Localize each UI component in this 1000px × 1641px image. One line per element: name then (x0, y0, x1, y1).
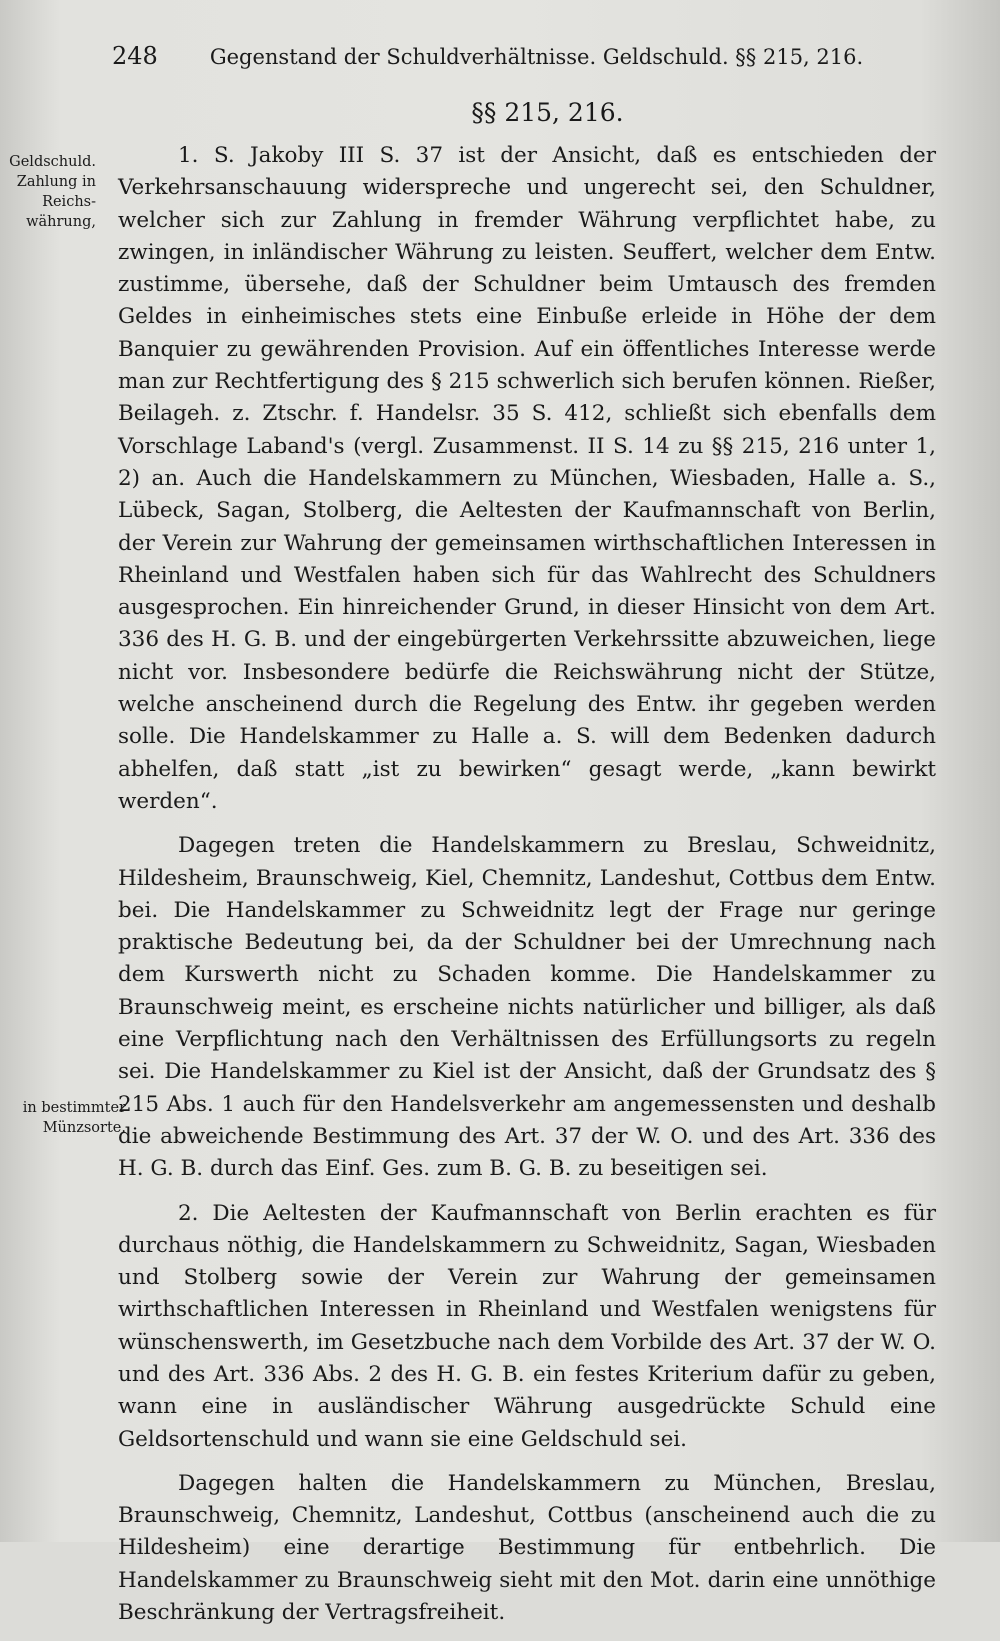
margin-note-muenzsorte: in bestimmter Münzsorte. (22, 1100, 126, 1136)
paragraph-4: Dagegen halten die Handelskammern zu München, Breslau, Braunschweig, Chemnitz, Landeshut, Cottbus (anscheinend auch die zu Hildesheim) eine derartige Bestimmung für entbehrlich. Die Handelskammer zu Braunschweig sieht mit den Mot. darin eine unnöthige Beschränkung der Vertragsfreiheit. (118, 1470, 936, 1626)
paragraph-3: 2. Die Aeltesten der Kaufmannschaft von Berlin erachten es für durchaus nöthig, die Handelskammern zu Schweidnitz, Sagan, Wiesbaden und Stolberg sowie der Verein zur Wahrung der gemeinsamen wirthschaftlichen Interessen in Rheinland und Westfalen wenigstens für wünschenswerth, im Gesetzbuche nach dem Vorbilde des Art. 37 der W. O. und des Art. 336 Abs. 2 des H. G. B. ein festes Kriterium dafür zu geben, wann eine in ausländischer Währung ausgedrückte Schuld eine Geldsortenschuld und wann sie eine Geldschuld sei. (118, 1200, 936, 1452)
paragraph-1: 1. S. Jakoby III S. 37 ist der Ansicht, daß es entschieden der Verkehrsanschauung widerspreche und ungerecht sei, den Schuldner, welcher sich zur Zahlung in fremder Währung verpflichtet habe, zu zwingen, in inländischer Währung zu leisten. Seuffert, welcher dem Entw. zustimme, übersehe, daß der Schuldner beim Umtausch des fremden Geldes in einheimisches stets eine Einbuße erleide in Höhe der dem Banquier zu gewährenden Provision. Auf ein öffentliches Interesse werde man zur Rechtfertigung des § 215 schwerlich sich berufen können. Rießer, Beilageh. z. Ztschr. f. Handelsr. 35 S. 412, schließt sich ebenfalls dem Vorschlage Laband's (vergl. Zusammenst. II S. 14 zu §§ 215, 216 unter 1, 2) an. Auch die Handelskammern zu München, Wiesbaden, Halle a. S., Lübeck, Sagan, Stolberg, die Aeltesten der Kaufmannschaft von Berlin, der Verein zur Wahrung der gemeinsamen wirthschaftlichen Interessen in Rheinland und Westfalen haben sich für das Wahlrecht des Schuldners ausgesprochen. Ein hinreichender Grund, in dieser Hinsicht von dem Art. 336 des H. G. B. und der eingebürgerten Verkehrssitte abzuweichen, liege nicht vor. Insbesondere bedürfe die Reichswährung nicht der Stütze, welche anscheinend durch die Regelung des Entw. ihr gegeben werden solle. Die Handelskammer zu Halle a. S. will dem Bedenken dadurch abhelfen, daß statt „ist zu bewirken“ gesagt werde, „kann bewirkt werden“. (118, 143, 936, 814)
page-number: 248 (112, 42, 158, 70)
paragraph-2: Dagegen treten die Handelskammern zu Breslau, Schweidnitz, Hildesheim, Braunschweig, Kiel, Chemnitz, Landeshut, Cottbus dem Entw. bei. Die Handelskammer zu Schweidnitz legt der Frage nur geringe praktische Bedeutung bei, da der Schuldner bei der Umrechnung nach dem Kurswerth nicht zu Schaden komme. Die Handelskammer zu Braunschweig meint, es erscheine nichts natürlicher und billiger, als daß eine Verpflichtung nach den Verhältnissen des Erfüllungsorts zu regeln sei. Die Handelskammer zu Kiel ist der Ansicht, daß der Grundsatz des § 215 Abs. 1 auch für den Handelsverkehr am angemessensten und deshalb die abweichende Bestimmung des Art. 37 der W. O. und des Art. 336 des H. G. B. durch das Einf. Ges. zum B. G. B. zu beseitigen sei. (118, 833, 936, 1182)
section-heading: §§ 215, 216. (471, 98, 624, 127)
running-title: Gegenstand der Schuldverhältnisse. Geldschuld. §§ 215, 216. (209, 45, 864, 69)
margin-note-geldschuld: Geldschuld. Zahlung in Reichs-währung, (9, 154, 96, 230)
body-text (118, 140, 936, 1641)
running-header (112, 42, 864, 70)
